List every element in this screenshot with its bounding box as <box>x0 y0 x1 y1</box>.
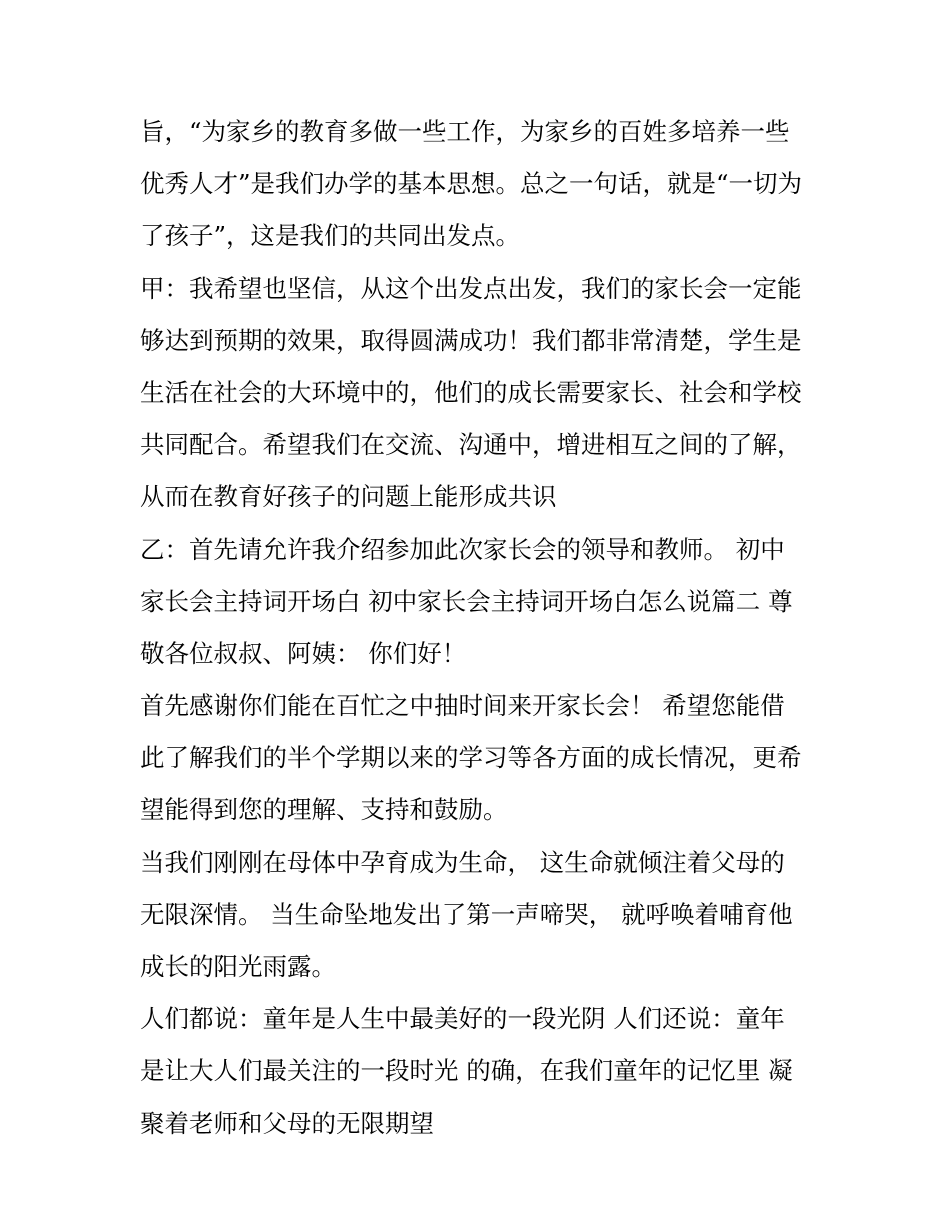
text-line: 人们都说：童年是人生中最美好的一段光阴 人们还说：童年 <box>140 1004 785 1034</box>
text-line: 够达到预期的效果，取得圆满成功！我们都非常清楚，学生是 <box>140 325 802 355</box>
text-line: 首先感谢你们能在百忙之中抽时间来开家长会！ 希望您能借 <box>140 691 785 721</box>
text-line: 优秀人才”是我们办学的基本思想。总之一句话，就是“一切为 <box>140 169 803 199</box>
text-line: 此了解我们的半个学期以来的学习等各方面的成长情况，更希 <box>140 743 802 773</box>
text-line: 从而在教育好孩子的问题上能形成共识 <box>140 482 557 512</box>
document-body <box>140 106 820 1150</box>
text-line: 共同配合。希望我们在交流、沟通中，增进相互之间的了解， <box>140 430 802 460</box>
text-line: 旨，“为家乡的教育多做一些工作，为家乡的百姓多培养一些 <box>140 117 790 146</box>
text-line: 望能得到您的理解、支持和鼓励。 <box>140 795 508 825</box>
text-line: 敬各位叔叔、阿姨： 你们好！ <box>140 638 467 668</box>
text-line: 乙：首先请允许我介绍参加此次家长会的领导和教师。 初中 <box>140 534 785 564</box>
text-line: 甲：我希望也坚信，从这个出发点出发，我们的家长会一定能 <box>140 273 802 303</box>
text-line: 聚着老师和父母的无限期望 <box>140 1108 434 1138</box>
text-line: 当我们刚刚在母体中孕育成为生命， 这生命就倾注着父母的 <box>140 847 785 877</box>
text-line: 生活在社会的大环境中的，他们的成长需要家长、社会和学校 <box>140 377 802 407</box>
text-line: 成长的阳光雨露。 <box>140 952 336 981</box>
text-line: 无限深情。 当生命坠地发出了第一声啼哭， 就呼唤着哺育他 <box>140 899 793 929</box>
text-line: 了孩子”，这是我们的共同出发点。 <box>140 221 521 251</box>
text-line: 家长会主持词开场白 初中家长会主持词开场白怎么说篇二 尊 <box>140 586 793 616</box>
text-line: 是让大人们最关注的一段时光 的确，在我们童年的记忆里 凝 <box>140 1056 793 1086</box>
